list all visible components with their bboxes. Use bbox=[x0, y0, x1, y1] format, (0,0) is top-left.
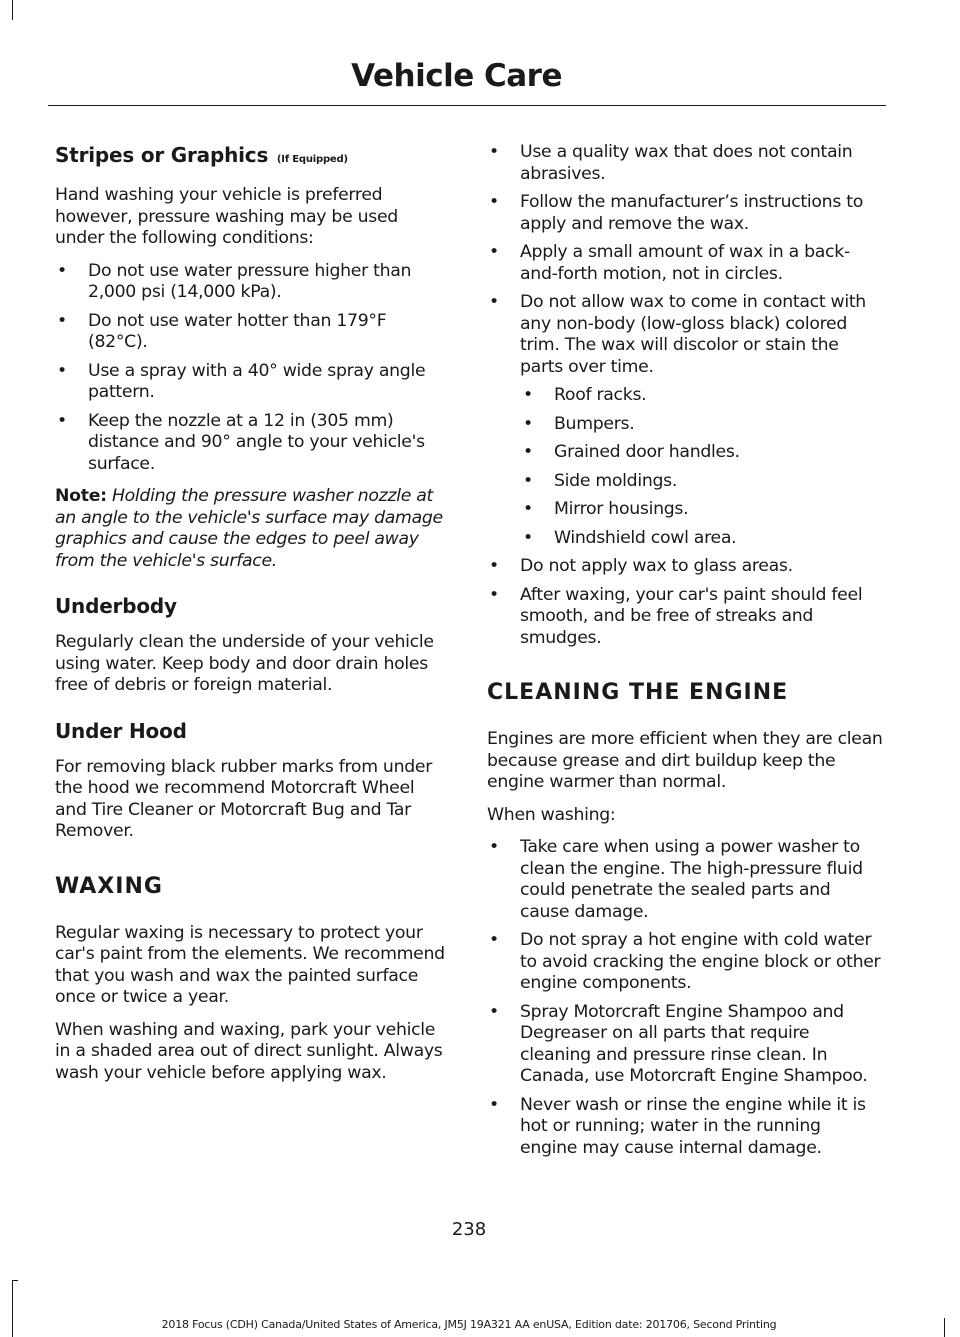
stripes-heading: Stripes or Graphics (If Equipped) bbox=[55, 143, 348, 167]
wax-bullet-list bbox=[487, 142, 883, 378]
list-item: • Do not spray a hot engine with cold water to avoid cracking the engine block or other engine components. bbox=[489, 930, 881, 993]
underbody-heading: Underbody bbox=[55, 594, 177, 618]
list-item: • Bumpers. bbox=[523, 413, 635, 434]
page-number: 238 bbox=[451, 1219, 487, 1240]
list-item: • Follow the manufacturer’s instructions to apply and remove the wax. bbox=[489, 192, 863, 234]
note-text: Holding the pressure washer nozzle at an angle to the vehicle's surface may damage graphics and cause the edges to peel away from the vehicle's surface. bbox=[55, 486, 443, 571]
engine-bullet-list bbox=[487, 837, 883, 1159]
crop-mark-bottom-right-vertical bbox=[944, 1318, 945, 1337]
waxing-heading: WAXING bbox=[55, 873, 163, 899]
crop-mark-bottom-left-horizontal bbox=[12, 1280, 18, 1281]
list-item: • After waxing, your car's paint should feel smooth, and be free of streaks and smudges. bbox=[489, 584, 863, 648]
list-item: • Use a quality wax that does not contain abrasives. bbox=[489, 142, 853, 184]
under-hood-text: For removing black rubber marks from under the hood we recommend Motorcraft Wheel and Tire Cleaner or Motorcraft Bug and Tar Remover. bbox=[55, 756, 433, 841]
under-hood-heading: Under Hood bbox=[55, 718, 187, 743]
list-item: • Roof racks. bbox=[523, 385, 647, 405]
page-title: Vehicle Care bbox=[351, 58, 562, 94]
list-item: • Windshield cowl area. bbox=[523, 527, 737, 548]
waxing-paragraph-2: When washing and waxing, park your vehicle in a shaded area out of direct sunlight. Always wash your vehicle before applying wax. bbox=[55, 1019, 443, 1083]
trim-sub-list bbox=[487, 385, 883, 549]
stripes-note bbox=[55, 486, 448, 572]
header-rule bbox=[48, 105, 886, 106]
list-item: • Do not use water pressure higher than 2,000 psi (14,000 kPa). bbox=[57, 260, 412, 302]
crop-mark-top-left-vertical bbox=[12, 0, 13, 20]
list-item: • Take care when using a power washer to clean the engine. The high-pressure fluid could penetrate the sealed parts and cause damage. bbox=[489, 837, 863, 922]
cleaning-engine-heading: CLEANING THE ENGINE bbox=[487, 680, 789, 705]
right-column bbox=[487, 142, 883, 1170]
note-label: Note: bbox=[55, 486, 107, 506]
list-item: • Grained door handles. bbox=[523, 442, 740, 462]
list-item: • Spray Motorcraft Engine Shampoo and Degreaser on all parts that require cleaning and pressure rinse clean. In Canada, use Motorcraft Engine Shampoo. bbox=[489, 1001, 868, 1086]
list-item: • Mirror housings. bbox=[523, 499, 689, 519]
list-item: • Do not apply wax to glass areas. bbox=[489, 556, 793, 576]
list-item: • Do not allow wax to come in contact with any non-body (low-gloss black) colored trim. The wax will discolor or stain the parts over time. bbox=[489, 292, 866, 377]
list-item: • Use a spray with a 40° wide spray angle pattern. bbox=[57, 360, 426, 402]
if-equipped-qualifier: (If Equipped) bbox=[276, 154, 348, 165]
list-item: • Keep the nozzle at a 12 in (305 mm) distance and 90° angle to your vehicle's surface. bbox=[57, 410, 425, 474]
stripes-intro: Hand washing your vehicle is preferred however, pressure washing may be used under the following conditions: bbox=[55, 185, 398, 248]
engine-intro: Engines are more efficient when they are clean because grease and dirt buildup keep the engine warmer than normal. bbox=[487, 729, 883, 792]
underbody-text: Regularly clean the underside of your vehicle using water. Keep body and door drain holes free of debris or foreign material. bbox=[55, 632, 434, 695]
list-item: • Never wash or rinse the engine while it is hot or running; water in the running engine may cause internal damage. bbox=[489, 1094, 866, 1158]
wax-bullet-list-2 bbox=[487, 556, 883, 649]
list-item: • Side moldings. bbox=[523, 470, 678, 491]
stripes-bullet-list bbox=[55, 261, 448, 476]
engine-when-washing: When washing: bbox=[487, 804, 616, 825]
list-item: • Do not use water hotter than 179°F (82°C). bbox=[57, 310, 387, 352]
left-column bbox=[55, 142, 448, 1095]
footer-edition-info: 2018 Focus (CDH) Canada/United States of America, JM5J 19A321 AA enUSA, Edition date: 201706, Second Printing bbox=[161, 1318, 777, 1331]
list-item: • Apply a small amount of wax in a back-and-forth motion, not in circles. bbox=[489, 242, 850, 284]
waxing-paragraph-1: Regular waxing is necessary to protect your car's paint from the elements. We recommend that you wash and wax the painted surface once or twice a year. bbox=[55, 922, 445, 1007]
